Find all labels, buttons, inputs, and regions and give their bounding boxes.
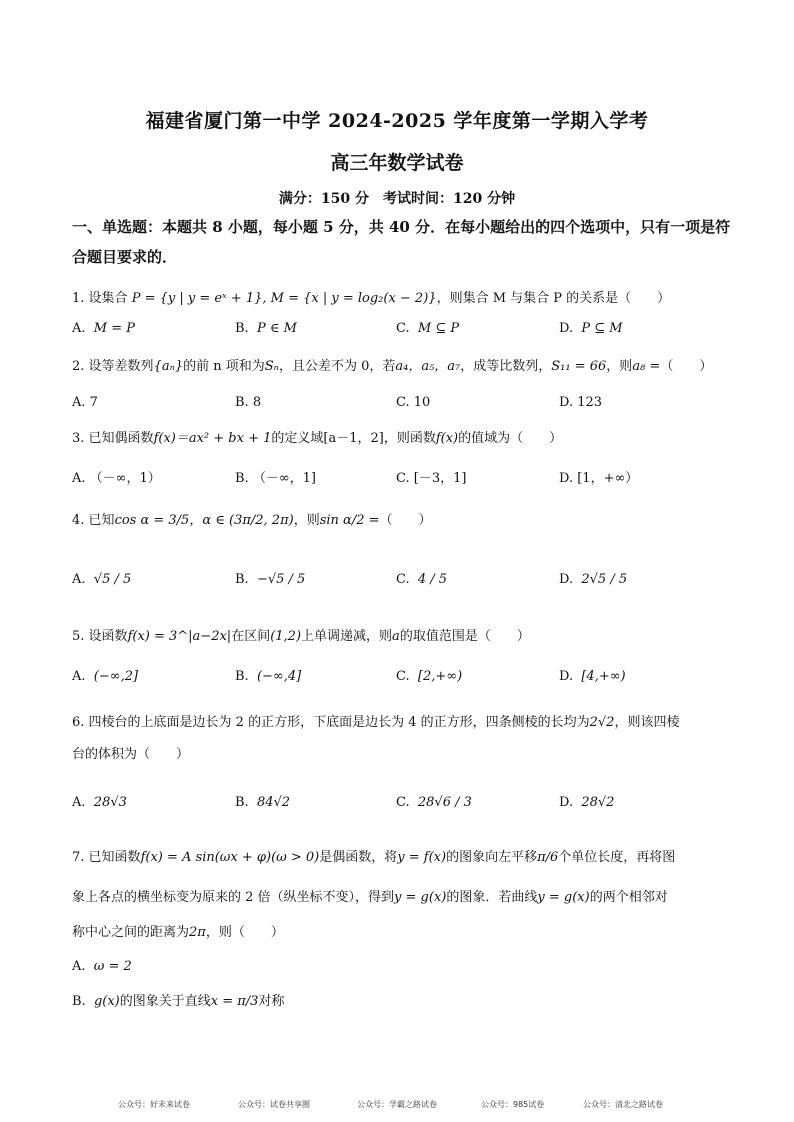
- option-d[interactable]: D. 2√5 / 5: [559, 572, 628, 587]
- question-6-line2: 台的体积为（ ）: [72, 747, 190, 762]
- option-a[interactable]: A. (−∞,2]: [72, 669, 139, 684]
- section-heading: 一、单选题：本题共 8 小题，每小题 5 分，共 40 分．在每小题给出的四个选项中，只有一项是符合题目要求的．: [72, 218, 731, 266]
- q7-option-a[interactable]: A. ω = 2: [72, 959, 132, 974]
- option-b[interactable]: B. (−∞,4]: [235, 669, 302, 684]
- option-c[interactable]: C. [－3，1]: [396, 471, 467, 486]
- question-1: 1. 设集合 P = {y | y = eˣ + 1}, M = {x | y = log₂(x − 2)}，则集合 M 与集合 P 的关系是（ ）: [72, 291, 671, 306]
- option-a[interactable]: A. 7: [72, 395, 98, 410]
- option-d[interactable]: D. 123: [559, 395, 603, 410]
- option-b[interactable]: B. P ∈ M: [235, 321, 297, 336]
- option-b[interactable]: B. （－∞，1]: [235, 471, 316, 486]
- option-d[interactable]: D. 28√2: [559, 795, 615, 810]
- question-6: 6. 四棱台的上底面是边长为 2 的正方形，下底面是边长为 4 的正方形，四条侧棱的长均为2√2，则该四棱: [72, 715, 680, 730]
- q5-options: [72, 669, 732, 695]
- q1-set-expression: P = {y | y = eˣ + 1}, M = {x | y = log₂(x − 2)}: [131, 291, 437, 306]
- option-c[interactable]: C. M ⊆ P: [396, 321, 460, 336]
- question-7-line2: 象上各点的横坐标变为原来的 2 倍（纵坐标不变），得到y = g(x)的图象．若曲线y = g(x)的两个相邻对: [72, 890, 668, 905]
- exam-meta: 满分：150 分 考试时间：120 分钟: [278, 191, 516, 207]
- question-5: 5. 设函数f(x) = 3^|a−2x|在区间(1,2)上单调递减，则a的取值范围是（ ）: [72, 629, 530, 644]
- question-7-line3: 称中心之间的距离为2π，则（ ）: [72, 925, 284, 940]
- footer-item: 公众号：清北之路试卷: [583, 1100, 663, 1109]
- footer-item: 公众号：985试卷: [481, 1100, 545, 1109]
- option-d[interactable]: D. [4,+∞): [559, 669, 626, 684]
- option-c[interactable]: C. [2,+∞): [396, 669, 463, 684]
- footer-item: 公众号：试卷共享圈: [238, 1100, 310, 1109]
- q7-option-b[interactable]: B. g(x)的图象关于直线x = π/3对称: [72, 994, 285, 1009]
- option-b[interactable]: B. −√5 / 5: [235, 572, 306, 587]
- footer: [0, 1099, 794, 1115]
- option-a[interactable]: A. 28√3: [72, 795, 127, 810]
- option-d[interactable]: D. [1，+∞）: [559, 471, 639, 486]
- q6-options: [72, 795, 732, 821]
- q3-options: [72, 467, 732, 493]
- option-c[interactable]: C. 28√6 / 3: [396, 795, 472, 810]
- footer-item: 公众号：学霸之路试卷: [357, 1100, 437, 1109]
- q4-options: [72, 572, 732, 598]
- q2-options: [72, 395, 732, 421]
- option-a[interactable]: A. √5 / 5: [72, 572, 132, 587]
- question-2: 2. 设等差数列{aₙ}的前 n 项和为Sₙ，且公差不为 0，若a₄，a₅，a₇，成等比数列，S₁₁ = 66，则a₈ =（ ）: [72, 359, 713, 374]
- exam-title: 福建省厦门第一中学 2024-2025 学年度第一学期入学考: [145, 110, 649, 132]
- exam-subtitle: 高三年数学试卷: [330, 152, 464, 174]
- q1-options: [72, 321, 732, 347]
- question-4: 4. 已知cos α = 3/5，α ∈ (3π/2, 2π)，则sin α/2 =（ ）: [72, 513, 432, 528]
- option-b[interactable]: B. 84√2: [235, 795, 291, 810]
- option-c[interactable]: C. 10: [396, 395, 431, 410]
- option-a[interactable]: A. M = P: [72, 321, 136, 336]
- footer-item: 公众号：好未来试卷: [118, 1100, 190, 1109]
- option-d[interactable]: D. P ⊆ M: [559, 321, 623, 336]
- option-a[interactable]: A. （－∞，1）: [72, 471, 161, 486]
- question-7: 7. 已知函数f(x) = A sin(ωx + φ)(ω > 0)是偶函数，将y = f(x)的图象向左平移π/6个单位长度，再将图: [72, 850, 676, 865]
- option-b[interactable]: B. 8: [235, 395, 262, 410]
- question-3: 3. 已知偶函数f(x)＝ax² + bx + 1的定义域[a－1，2]，则函数f(x)的值域为（ ）: [72, 431, 563, 446]
- option-c[interactable]: C. 4 / 5: [396, 572, 448, 587]
